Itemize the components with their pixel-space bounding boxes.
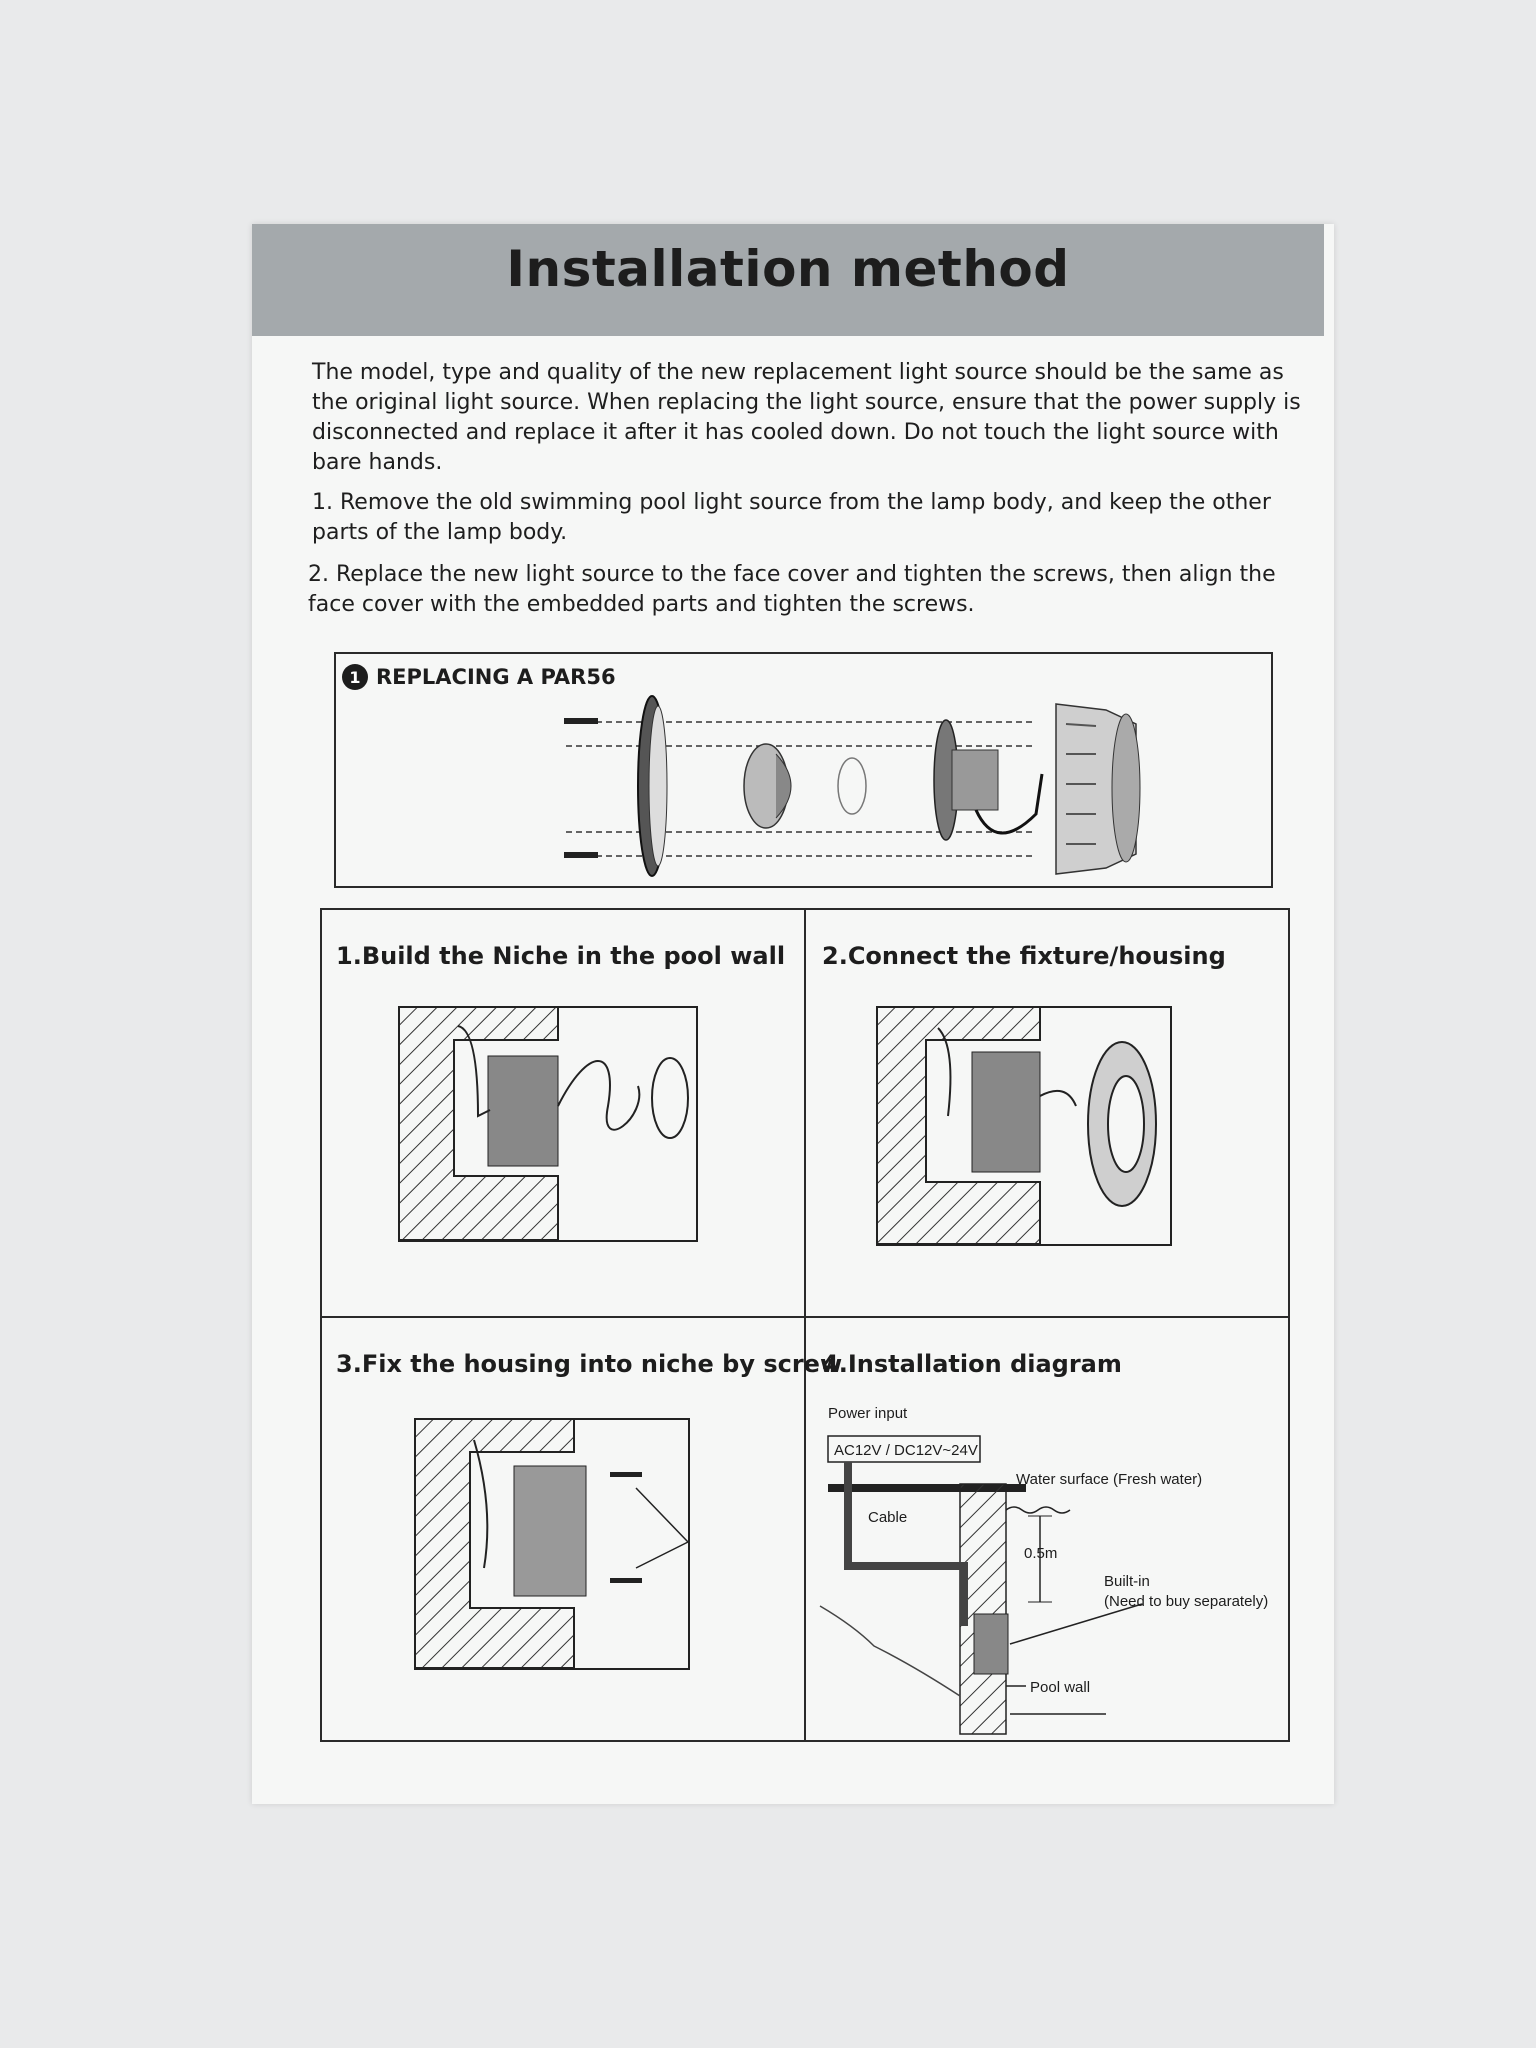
grid-divider-horizontal <box>322 1316 1288 1318</box>
cell-1-title: 1.Build the Niche in the pool wall <box>336 942 786 970</box>
screw-icon <box>564 718 598 858</box>
cable-label: Cable <box>868 1509 908 1526</box>
power-input-label: Power input <box>828 1405 908 1422</box>
par56-title: REPLACING A PAR56 <box>376 665 616 689</box>
fix-housing-diagram <box>414 1418 690 1670</box>
connect-fixture-diagram <box>876 1006 1172 1246</box>
niche-build-diagram <box>398 1006 698 1242</box>
step-1-text: 1. Remove the old swimming pool light source from the lamp body, and keep the other parts of the lamp body. <box>312 490 1271 545</box>
par56-exploded-diagram <box>336 654 1271 886</box>
step-2-text: 2. Replace the new light source to the face cover and tighten the screws, then align the face cover with the embedded parts and tighten the screws. <box>308 562 1276 617</box>
page-title: Installation method <box>506 240 1070 298</box>
intro-paragraph: The model, type and quality of the new replacement light source should be the same as the original light source. When replacing the light source, ensure that the power supply is disconnected and replace it after it has cooled down. Do not touch the light source with bare hands. <box>312 360 1301 475</box>
step-number-badge: 1 <box>342 664 368 690</box>
built-in-note-label: (Need to buy separately) <box>1104 1593 1269 1610</box>
cell-4-title: 4.Installation diagram <box>822 1350 1122 1378</box>
cell-3-title: 3.Fix the housing into niche by screw <box>336 1350 843 1378</box>
built-in-label: Built-in <box>1104 1573 1150 1590</box>
grid-divider-vertical <box>804 910 806 1740</box>
installation-diagram <box>814 1396 1284 1736</box>
instruction-sheet <box>252 224 1334 1804</box>
depth-label: 0.5m <box>1024 1545 1058 1562</box>
voltage-label: AC12V / DC12V~24V <box>834 1442 978 1459</box>
par56-panel <box>334 652 1273 888</box>
water-surface-label: Water surface (Fresh water) <box>1016 1471 1203 1488</box>
title-band <box>252 224 1324 336</box>
cell-2-title: 2.Connect the fixture/housing <box>822 942 1226 970</box>
pool-wall-label: Pool wall <box>1030 1679 1091 1696</box>
installation-steps-grid <box>320 908 1290 1742</box>
